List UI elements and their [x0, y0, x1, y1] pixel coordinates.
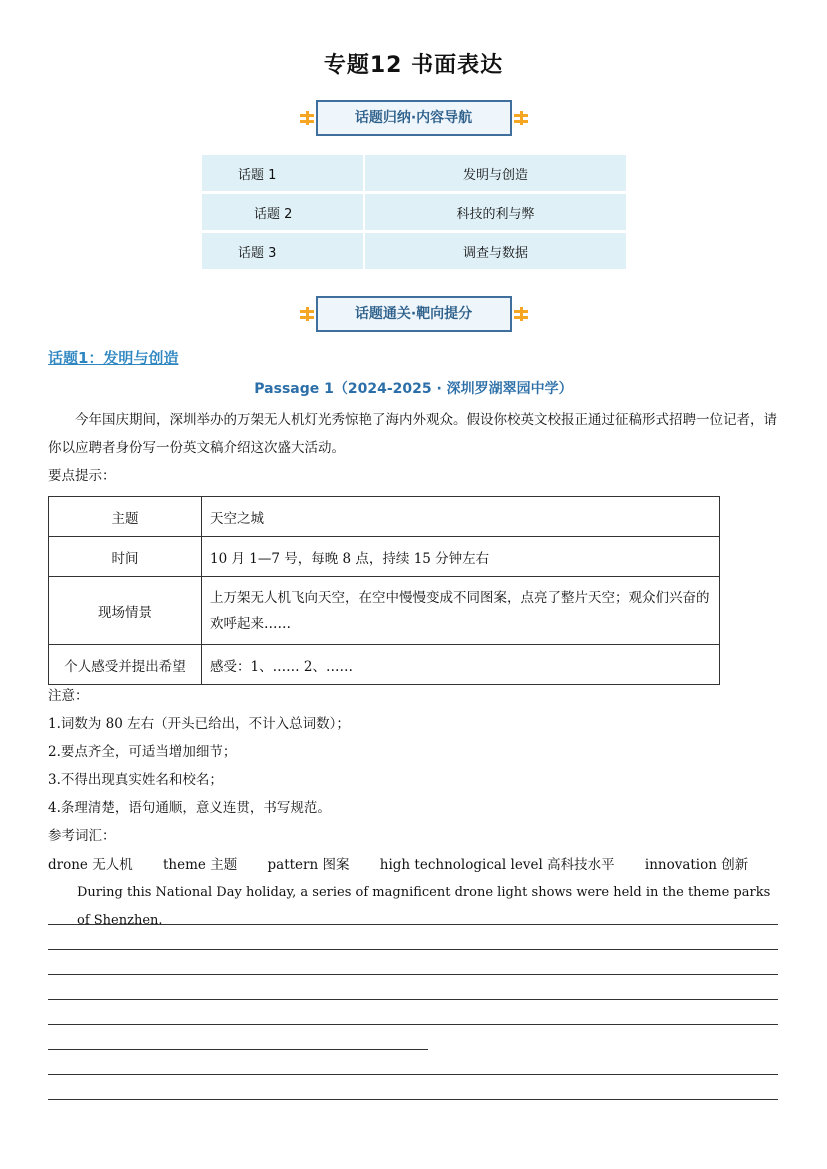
vocab-item: high technological level 高科技水平 [379, 857, 615, 873]
writing-line [48, 974, 778, 975]
vocab-item: pattern 图案 [267, 857, 350, 873]
table-row [49, 537, 720, 577]
banner-decoration-icon [300, 111, 314, 125]
vocab-item: theme 主题 [163, 857, 238, 873]
table-row [202, 194, 626, 230]
section-heading: 话题1：发明与创造 [48, 349, 179, 367]
writing-line [48, 1074, 778, 1075]
topic-key: 话题 2 [202, 194, 365, 230]
vocab-list [48, 851, 780, 879]
notes-label: 注意： [48, 688, 89, 704]
note-item: 1.词数为 80 左右（开头已给出，不计入总词数）； [48, 716, 350, 732]
topic-key: 话题 1 [202, 155, 365, 191]
topic-key: 话题 3 [202, 233, 365, 269]
points-label: 要点提示： [48, 468, 116, 484]
vocab-item: innovation 创新 [644, 857, 749, 873]
table-row [49, 577, 720, 645]
writing-line [48, 924, 778, 925]
passage-title: Passage 1（2024-2025 · 深圳罗湖翠园中学） [254, 381, 573, 397]
writing-line [48, 999, 778, 1000]
table-row [202, 233, 626, 269]
topic-value: 发明与创造 [365, 155, 626, 191]
banner-decoration-icon [514, 111, 528, 125]
note-item: 4.条理清楚，语句通顺，意义连贯，书写规范。 [48, 800, 331, 816]
banner-decoration-icon [514, 307, 528, 321]
point-key: 主题 [49, 497, 202, 537]
vocab-item: drone 无人机 [48, 857, 133, 873]
banner-label: 话题归纳·内容导航 [316, 100, 512, 136]
note-item: 2.要点齐全，可适当增加细节； [48, 744, 237, 760]
point-value: 10 月 1—7 号，每晚 8 点，持续 15 分钟左右 [202, 537, 720, 577]
topic-value: 调查与数据 [365, 233, 626, 269]
topic-table [202, 152, 626, 272]
opening-sentence: During this National Day holiday, a series of magnificent drone light shows were held in the theme parks of Shenzhen. [77, 885, 771, 928]
banner-decoration-icon [300, 307, 314, 321]
writing-line [48, 1099, 778, 1100]
point-key: 个人感受并提出希望 [49, 645, 202, 685]
task-intro: 今年国庆期间，深圳举办的万架无人机灯光秀惊艳了海内外观众。假设你校英文校报正通过征稿形式招聘一位记者，请你以应聘者身份写一份英文稿介绍这次盛大活动。 [48, 412, 777, 456]
banner-label: 话题通关·靶向提分 [316, 296, 512, 332]
point-key: 时间 [49, 537, 202, 577]
point-value: 感受：1、…… 2、…… [202, 645, 720, 685]
banner-topic-navigation [298, 100, 530, 136]
table-row [202, 155, 626, 191]
writing-line [48, 949, 778, 950]
note-item: 3.不得出现真实姓名和校名； [48, 772, 223, 788]
point-key: 现场情景 [49, 577, 202, 645]
banner-topic-practice [298, 296, 530, 332]
writing-line [48, 1049, 428, 1050]
writing-line [48, 1024, 778, 1025]
point-value: 天空之城 [202, 497, 720, 537]
topic-value: 科技的利与弊 [365, 194, 626, 230]
point-value: 上万架无人机飞向天空，在空中慢慢变成不同图案，点亮了整片天空；观众们兴奋的欢呼起来…… [202, 577, 720, 645]
vocab-label: 参考词汇： [48, 828, 116, 844]
points-table [48, 496, 720, 685]
page-title: 专题12 书面表达 [323, 53, 504, 78]
table-row [49, 497, 720, 537]
table-row [49, 645, 720, 685]
